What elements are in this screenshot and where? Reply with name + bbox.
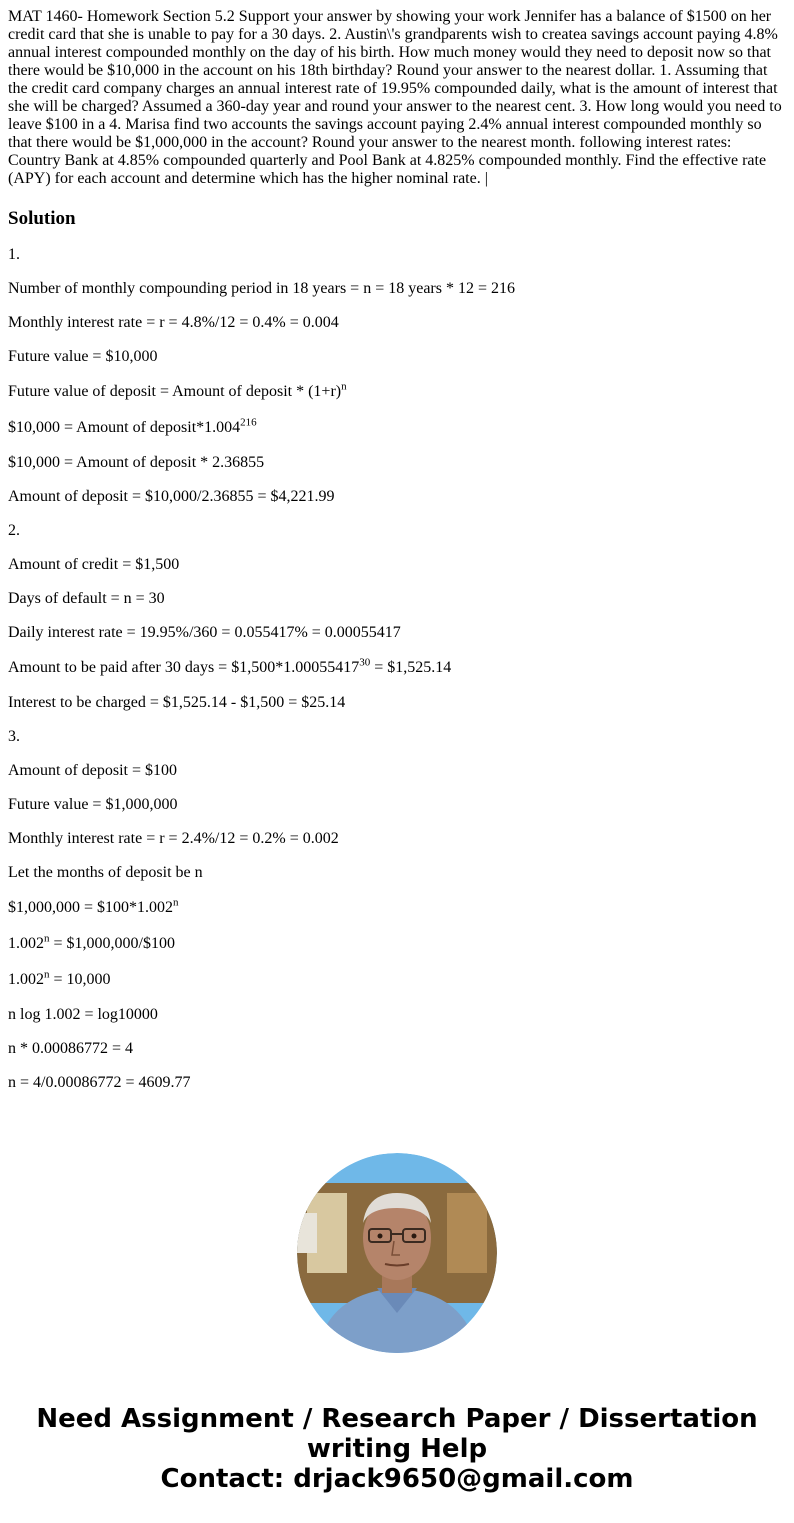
solution-line: 1. — [8, 246, 20, 263]
solution-line — [8, 970, 786, 990]
solution-line — [8, 898, 786, 918]
exponent: n — [44, 932, 50, 945]
banner-line: Need Assignment / Research Paper / Dissertation — [36, 1404, 758, 1434]
author-portrait-icon — [297, 1153, 497, 1353]
equation-text: 1.002 — [8, 971, 44, 988]
solution-line — [8, 934, 786, 954]
solution-line: Number of monthly compounding period in 18 years = n = 18 years * 12 = 216 — [8, 280, 515, 297]
equation-text: Future value of deposit = Amount of deposit * (1+r) — [8, 383, 342, 400]
solution-line — [8, 658, 786, 678]
equation-text: = 10,000 — [49, 971, 111, 988]
exponent: n — [44, 968, 50, 981]
exponent: 30 — [359, 656, 371, 669]
banner-line: writing Help — [306, 1434, 488, 1464]
solution-line: 3. — [8, 728, 20, 745]
equation-text: = $1,000,000/$100 — [49, 935, 175, 952]
solution-line: Interest to be charged = $1,525.14 - $1,500 = $25.14 — [8, 694, 346, 711]
solution-line — [8, 418, 786, 438]
solution-line: n log 1.002 = log10000 — [8, 1006, 158, 1023]
solution-heading: Solution — [8, 208, 76, 229]
solution-line: $10,000 = Amount of deposit * 2.36855 — [8, 454, 265, 471]
solution-line — [8, 382, 786, 402]
question-text: MAT 1460- Homework Section 5.2 Support your answer by showing your work Jennifer has a balance of $1500 on her credit card that she is unable to pay for a 30 days. 2. Austin\'s grandparents wish to createa savings account paying 4.8% annual interest compounded monthly on the day of his birth. How much money would they need to deposit now so that there would be $10,000 in the account on his 18th birthday? Round your answer to the nearest dollar. 1. Assuming that the credit card company charges an annual interest rate of 19.95% compounded daily, what is the amount of interest that she will be charged? Assumed a 360-day year and round your answer to the nearest cent. 3. How long would you need to leave $100 in a 4. Marisa find two accounts the savings account paying 2.4% annual interest compounded monthly so that there would be $1,000,000 in the account? Round your answer to the nearest month. following interest rates: Country Bank at 4.85% compounded quarterly and Pool Bank at 4.825% compounded monthly. Find the effective rate (APY) for each account and determine which has the higher nominal rate. | — [8, 8, 782, 187]
contact-email: Contact: drjack9650@gmail.com — [160, 1464, 634, 1494]
solution-line: n * 0.00086772 = 4 — [8, 1040, 134, 1057]
exponent: n — [173, 896, 179, 909]
solution-line: 2. — [8, 522, 20, 539]
exponent: 216 — [240, 416, 257, 429]
equation-text: = $1,525.14 — [370, 659, 452, 676]
solution-line: Amount of credit = $1,500 — [8, 556, 180, 573]
solution-line: Amount of deposit = $100 — [8, 762, 178, 779]
solution-line: Amount of deposit = $10,000/2.36855 = $4,221.99 — [8, 488, 335, 505]
equation-text: $10,000 = Amount of deposit*1.004 — [8, 419, 241, 436]
equation-text: 1.002 — [8, 935, 44, 952]
document-body — [8, 8, 786, 1108]
solution-line: Monthly interest rate = r = 4.8%/12 = 0.4% = 0.004 — [8, 314, 339, 331]
solution-line: Future value = $10,000 — [8, 348, 158, 365]
equation-text: $1,000,000 = $100*1.002 — [8, 899, 174, 916]
author-avatar — [297, 1153, 497, 1353]
solution-line: Monthly interest rate = r = 2.4%/12 = 0.2% = 0.002 — [8, 830, 339, 847]
solution-line: Daily interest rate = 19.95%/360 = 0.055417% = 0.00055417 — [8, 624, 401, 641]
contact-banner — [0, 1404, 794, 1494]
solution-lines — [8, 246, 786, 1092]
equation-text: Amount to be paid after 30 days = $1,500*1.00055417 — [8, 659, 360, 676]
solution-line: Let the months of deposit be n — [8, 864, 203, 881]
solution-line: Future value = $1,000,000 — [8, 796, 178, 813]
exponent: n — [341, 380, 347, 393]
solution-line: Days of default = n = 30 — [8, 590, 165, 607]
solution-line: n = 4/0.00086772 = 4609.77 — [8, 1074, 191, 1091]
